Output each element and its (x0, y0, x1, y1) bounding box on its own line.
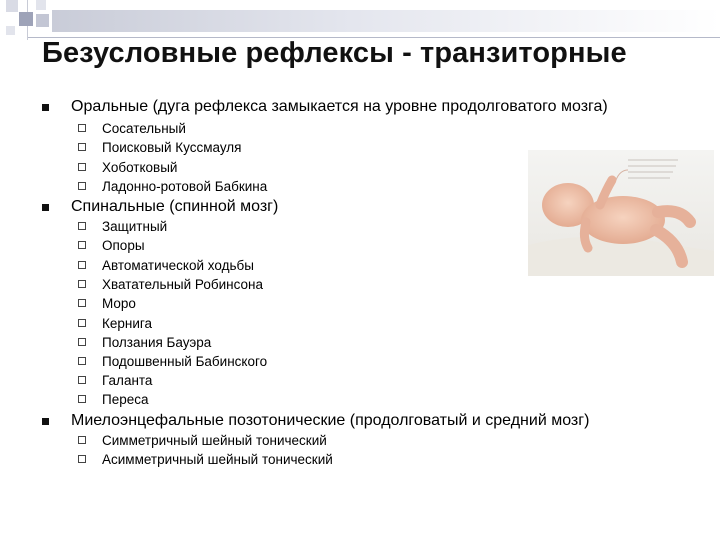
group-label: Оральные (дуга рефлекса замыкается на уровне продолговатого мозга) (71, 98, 608, 115)
hollow-square-bullet-icon (78, 376, 86, 384)
list-item-label: Опоры (102, 238, 145, 253)
hollow-square-bullet-icon (78, 143, 86, 151)
hollow-square-bullet-icon (78, 395, 86, 403)
list-item-label: Защитный (102, 219, 168, 234)
list-item-label: Симметричный шейный тонический (102, 433, 327, 448)
hollow-square-bullet-icon (78, 319, 86, 327)
hollow-square-bullet-icon (78, 182, 86, 190)
list-item-label: Переса (102, 392, 149, 407)
hollow-square-bullet-icon (78, 455, 86, 463)
hollow-square-bullet-icon (78, 163, 86, 171)
hollow-square-bullet-icon (78, 280, 86, 288)
list-item-label: Сосательный (102, 121, 186, 136)
list-item-label: Поисковый Куссмауля (102, 140, 242, 155)
newborn-photo (528, 150, 714, 276)
hollow-square-bullet-icon (78, 124, 86, 132)
hollow-square-bullet-icon (78, 338, 86, 346)
list-item-label: Хватательный Робинсона (102, 277, 263, 292)
list-item-label: Ползания Бауэра (102, 335, 212, 350)
list-item-label: Асимметричный шейный тонический (102, 452, 333, 467)
list-item-label: Хоботковый (102, 160, 178, 175)
hollow-square-bullet-icon (78, 261, 86, 269)
list-item-label: Кернига (102, 316, 153, 331)
list-item-label: Ладонно-ротовой Бабкина (102, 179, 268, 194)
group-label: Миелоэнцефальные позотонические (продолговатый и средний мозг) (71, 412, 590, 429)
list-item-label: Моро (102, 296, 136, 311)
baby-arm (584, 222, 588, 248)
square-bullet-icon (42, 104, 49, 111)
group-label: Спинальные (спинной мозг) (71, 198, 279, 215)
hollow-square-bullet-icon (78, 436, 86, 444)
slide-title: Безусловные рефлексы - транзиторные (42, 37, 627, 69)
list-item-label: Галанта (102, 373, 153, 388)
list-item-label: Подошвенный Бабинского (102, 354, 268, 369)
square-bullet-icon (42, 418, 49, 425)
baby-body (581, 196, 665, 244)
hollow-square-bullet-icon (78, 357, 86, 365)
square-bullet-icon (42, 204, 49, 211)
hollow-square-bullet-icon (78, 222, 86, 230)
hollow-square-bullet-icon (78, 299, 86, 307)
hollow-square-bullet-icon (78, 241, 86, 249)
list-item-label: Автоматической ходьбы (102, 258, 254, 273)
